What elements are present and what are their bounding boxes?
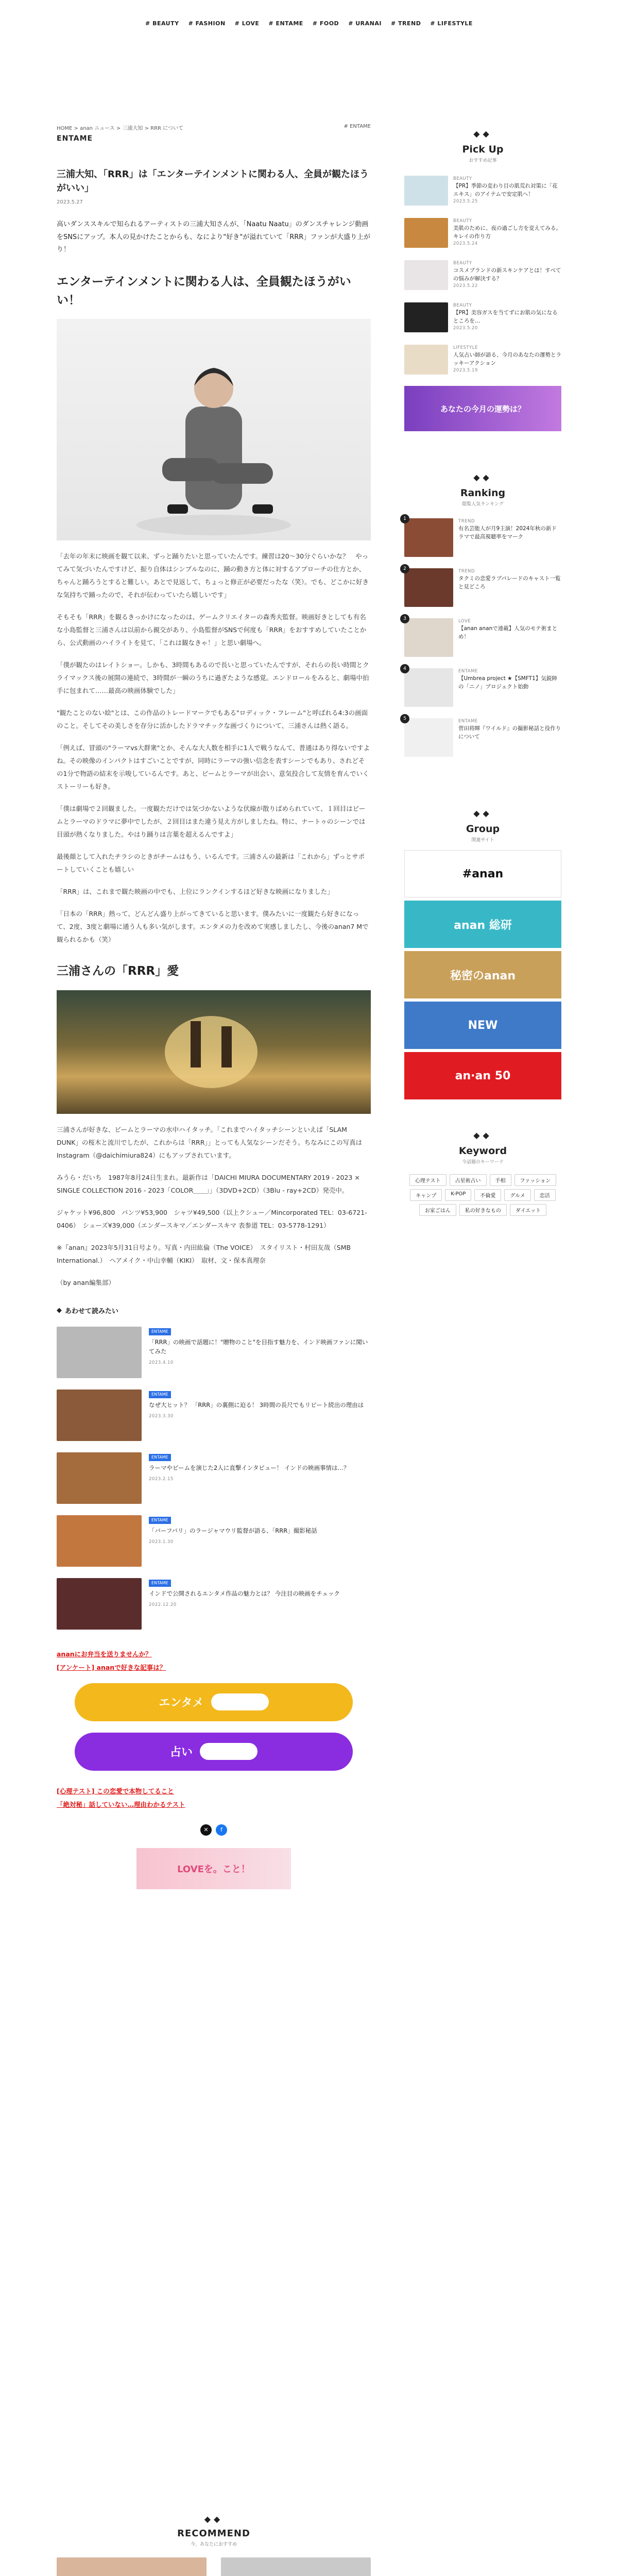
ranking-item[interactable] <box>404 718 561 757</box>
nav-link[interactable]: # FOOD <box>312 20 339 27</box>
double-diamond-icon: ◆◆ <box>204 2514 224 2524</box>
credit-paragraph: （by anan編集部） <box>57 1278 115 1286</box>
related-text <box>149 1452 350 1504</box>
diamond-icon: ◆ <box>57 1306 62 1314</box>
related-title: あわせて読みたい <box>65 1307 119 1315</box>
ranking-item[interactable] <box>404 568 561 607</box>
group-banner[interactable] <box>404 1002 561 1049</box>
pickup-tag: BEAUTY <box>453 176 472 181</box>
related-date: 2023.3.30 <box>149 1414 174 1419</box>
related-item[interactable] <box>57 1389 371 1441</box>
pickup-item[interactable] <box>404 302 561 332</box>
group-header <box>404 808 561 843</box>
category-badge: ENTAME <box>149 1580 171 1587</box>
ranking-tag: TREND <box>458 569 475 574</box>
pickup-tag: BEAUTY <box>453 303 472 308</box>
nav-link[interactable]: # LOVE <box>234 20 260 27</box>
pickup-text <box>453 218 561 248</box>
keyword-list <box>404 1174 561 1216</box>
keyword-tag[interactable]: 心理テスト <box>409 1174 447 1186</box>
ranking-sub: 閲覧人気ランキング <box>462 502 504 507</box>
keyword-tag[interactable]: ファッション <box>514 1174 557 1186</box>
ranking-item[interactable] <box>404 668 561 707</box>
recommend-section <box>57 2514 371 2576</box>
rrr-scene-photo <box>57 990 371 1114</box>
quiz-link[interactable]: [心理テスト] この恋愛で本物してること <box>57 1787 174 1795</box>
pickup-text <box>453 345 561 375</box>
x-share-icon[interactable]: ✕ <box>200 1824 212 1836</box>
pickup-thumbnail <box>404 302 448 332</box>
group-banner[interactable] <box>404 901 561 948</box>
keyword-tag[interactable]: グルメ <box>504 1189 530 1201</box>
related-title: ラーマやビームを演じた2人に直撃インタビュー！ インドの映画事情は…？ <box>149 1464 350 1472</box>
pickup-item[interactable] <box>404 345 561 375</box>
group-title: Group <box>466 823 500 835</box>
ranking-thumbnail <box>404 618 453 657</box>
ranking-title: Ranking <box>460 487 506 499</box>
pickup-header <box>404 129 561 163</box>
recommend-title: RECOMMEND <box>177 2528 250 2539</box>
pickup-tag: LIFESTYLE <box>453 345 478 350</box>
article-paragraph: 最後顔として入れたチラシのときがチームはもう、いるんです。三浦さんの最新は「これから」ずっとサポートしていくことも嬉しい <box>57 853 365 874</box>
pickup-date: 2023.5.22 <box>453 283 478 289</box>
related-date: 2023.4.10 <box>149 1360 174 1365</box>
promo-link[interactable]: [アンケート] ananで好きな記事は？ <box>57 1663 166 1671</box>
pickup-item[interactable] <box>404 260 561 290</box>
related-title: 「RRR」の映画で話題に！"贈物のこと"を目指す魅力を、インド映画ファンに聞いてみた <box>149 1338 368 1355</box>
breadcrumb <box>57 124 371 131</box>
ranking-text <box>458 618 561 657</box>
article-title: 三浦大知、「RRR」は「エンターテインメントに関わる人、全員が観たほうがいい」 <box>57 169 369 194</box>
recommend-card[interactable] <box>221 2557 371 2576</box>
promo-link[interactable]: ananにお弁当を送りませんか？ <box>57 1650 152 1658</box>
nav-link[interactable]: # URANAI <box>348 20 382 27</box>
keyword-tag[interactable]: お家ごはん <box>419 1204 456 1216</box>
ranking-tag: LOVE <box>458 619 471 624</box>
ranking-text <box>458 568 561 607</box>
rank-number: 3 <box>400 614 409 623</box>
facebook-share-icon[interactable]: f <box>216 1824 227 1836</box>
article-paragraph: 「僕は劇場で２回観ました。一度観ただけでは気づかないような伏線が散りばめられていて、１回目はビームとラーマのドラマに夢中でしたが、２回目はまた違う見え方がしましたね。特に、ナートゥのシーンでは目頭が熱くなりました。やはり踊りは言葉を超えるんですよ」 <box>57 805 366 839</box>
pickup-title: Pick Up <box>462 144 504 155</box>
nav-link[interactable]: # FASHION <box>188 20 226 27</box>
ranking-tag: TREND <box>458 519 475 524</box>
related-text <box>149 1389 364 1441</box>
recommend-image <box>221 2557 371 2576</box>
sidebar <box>404 93 561 1216</box>
crumb-category[interactable]: # ENTAME <box>344 124 371 129</box>
love-banner[interactable] <box>136 1848 291 1889</box>
related-title: 「バーフバリ」のラージャマウリ監督が語る、「RRR」撮影秘話 <box>149 1527 317 1535</box>
pickup-item[interactable] <box>404 176 561 206</box>
article-paragraph: そもそも「RRR」を観るきっかけになったのは、ゲームクリエイターの森秀夫監督。映画好きとしても有名な小島監督と三浦さんは以前から親交があり、小島監督がSNSで何度も「RRR」をおすすめしていたことから、公式動画のハイライトを見て、「これは観なきゃ！」と思い劇場へ。 <box>57 613 367 647</box>
article-main <box>57 93 371 1889</box>
article-lead: 高いダンススキルで知られるアーティストの三浦大知さんが、「Naatu Naatu」のダンスチャレンジ動画をSNSにアップ。本人の見かけたことからも、なにより"好き"が溢れていて「RRR」ファンが大盛り上がり！ <box>57 221 371 254</box>
section-heading: エンターテインメントに関わる人は、全員観たほうがいい！ <box>57 275 351 307</box>
related-thumbnail <box>57 1515 142 1567</box>
keyword-tag[interactable]: 私の好きなもの <box>459 1204 507 1216</box>
ranking-text <box>458 668 561 707</box>
keyword-tag[interactable]: ダイエット <box>510 1204 546 1216</box>
related-thumbnail <box>57 1452 142 1504</box>
ranking-title: 【Umbrea project ★【SMFT1】気鋭陣の「ニノ」プロジェクト始動 <box>458 675 557 690</box>
pickup-title: 人気占い師が語る、今月のあなたの運勢とラッキーアクション <box>453 351 561 366</box>
group-banner-label: an·an 50 <box>455 1069 511 1082</box>
keyword-tag[interactable]: 手相 <box>490 1174 511 1186</box>
pickup-thumbnail <box>404 345 448 375</box>
pickup-text <box>453 302 561 332</box>
ranking-thumbnail <box>404 718 453 757</box>
related-item[interactable] <box>57 1515 371 1567</box>
article-paragraph: 「RRR」は、これまで観た映画の中でも、上位にランクインするほど好きな映画になりました」 <box>57 888 334 896</box>
related-date: 2023.1.30 <box>149 1539 174 1545</box>
article-paragraph: 「去年の年末に映画を観て以来、ずっと踊りたいと思っていたんです。練習は20〜30分ぐらいかな？ やってみて気づいたんですけど、振り自体はシンプルなのに、踊の動き方と体に対するアプローチの仕方とか、ちゃんと踊ろうとすると難しい。あとで見返して、ちょっと修正が必要だったな（笑）。でも、どこかに好きな気持ちで踊ったので、それが伝わっていたら嬉しいです」 <box>57 552 369 599</box>
double-diamond-icon: ◆◆ <box>473 1130 492 1140</box>
nav-link[interactable]: # ENTAME <box>268 20 303 27</box>
related-title: インドで公開されるエンタメ作品の魅力とは？ 今注目の映画をチェック <box>149 1590 340 1598</box>
group-banner[interactable] <box>404 850 561 897</box>
pickup-title: 【PR】季節の変わり目の肌荒れ対策に「花エキス」のアイテムで安定肌へ！ <box>453 182 558 197</box>
credit-paragraph: ジャケット¥96,800 パンツ¥53,900 シャツ¥49,500（以上クシュー／Mincorporated TEL：03-6721-0406） シューズ¥39,000（エンダースキマ／エンダースキマ 表参道 TEL：03-5778-1291） <box>57 1208 367 1229</box>
love-banner-text: LOVEを。こと！ <box>177 1863 250 1875</box>
ranking-title: 【anan ananで連載】人気のモテ術まとめ！ <box>458 625 558 640</box>
pickup-item[interactable] <box>404 218 561 248</box>
pickup-date: 2023.5.20 <box>453 326 478 331</box>
related-thumbnail <box>57 1327 142 1378</box>
pickup-tag: BEAUTY <box>453 261 472 266</box>
related-date: 2023.2.15 <box>149 1477 174 1482</box>
ranking-thumbnail <box>404 668 453 707</box>
group-banner[interactable] <box>404 951 561 998</box>
related-item[interactable] <box>57 1578 371 1630</box>
rank-number: 4 <box>400 664 409 673</box>
fortune-banner-text: あなたの今月の運勢は？ <box>440 404 525 414</box>
double-diamond-icon: ◆◆ <box>473 129 492 139</box>
credit-paragraph: 三浦さんが好きな、ビームとラーマの水中ハイタッチ。「これまでハイタッチシーンといえば「SLAM DUNK」の桜木と流川でしたが、これからは「RRR」」とっても人気なシーンだそう。ちなみにこの写真はInstagram（@daichimiura824）にもアップされています。 <box>57 1125 363 1159</box>
entame-cta-label: エンタメ <box>159 1697 204 1710</box>
uranai-cta-label: 占い <box>169 1746 193 1759</box>
pickup-date: 2023.5.24 <box>453 241 478 247</box>
category-badge: ENTAME <box>149 1454 171 1461</box>
article-date: 2023.5.27 <box>57 199 83 205</box>
related-date: 2022.12.20 <box>149 1602 177 1608</box>
keyword-tag[interactable]: K-POP <box>445 1189 471 1201</box>
nav-link[interactable]: # LIFESTYLE <box>430 20 473 27</box>
keyword-sub: 今話題のキーワード <box>461 1160 504 1165</box>
credit-paragraph: ※『anan』2023年5月31日号より。写真・内田紘倫（The VOICE） スタイリスト・村田友哉（SMB International.） ヘアメイク・中山幸輔（KIKI） 取材、文・保本真理奈 <box>57 1243 351 1264</box>
related-title: なぜ大ヒット？ 「RRR」の裏側に迫る！ 3時間の長尺でもリピート続出の理由は <box>149 1401 364 1409</box>
uranai-cta-pill: の記事を読む <box>200 1743 258 1760</box>
uranai-cta-button[interactable] <box>75 1733 353 1771</box>
ranking-text <box>458 718 561 757</box>
related-item[interactable] <box>57 1327 371 1378</box>
category-badge: ENTAME <box>149 1328 171 1335</box>
recommend-image <box>57 2557 207 2576</box>
pickup-sub: おすすめ記事 <box>469 158 497 163</box>
recommend-card[interactable] <box>57 2557 207 2576</box>
pickup-date: 2023.5.19 <box>453 368 478 374</box>
pickup-thumbnail <box>404 218 448 248</box>
related-text <box>149 1327 371 1378</box>
entame-cta-pill: の記事を読む <box>211 1693 269 1710</box>
group-banner[interactable] <box>404 1052 561 1099</box>
portrait-photo <box>57 319 371 540</box>
keyword-tag[interactable]: 不倫愛 <box>474 1189 501 1201</box>
pickup-title: コスメブランドの新スキンケアとは！すべての悩みが解決する？ <box>453 267 561 282</box>
related-thumbnail <box>57 1578 142 1630</box>
credit-paragraph: みうら・だいち 1987年8月24日生まれ。最新作は「DAICHI MIURA DOCUMENTARY 2019 - 2023 × SINGLE COLLECTION 2016 - 2023「COLOR＿＿」」（3DVD+2CD）（3Blu - ray+2CD）発売中。 <box>57 1173 360 1194</box>
keyword-tag[interactable]: キャンプ <box>410 1189 442 1201</box>
double-diamond-icon: ◆◆ <box>473 808 492 818</box>
top-nav <box>0 0 618 46</box>
pickup-text <box>453 176 561 206</box>
entame-cta-button[interactable] <box>75 1683 353 1721</box>
group-banner-label: 秘密のanan <box>450 969 516 982</box>
rank-number: 2 <box>400 564 409 573</box>
ranking-item[interactable] <box>404 518 561 557</box>
group-banner-label: anan 総研 <box>454 919 512 932</box>
keyword-title: Keyword <box>458 1145 507 1157</box>
pickup-title: 美肌のために、夜の過ごし方を変えてみる。キレイの作り方 <box>453 225 561 240</box>
group-sub: 関連サイト <box>471 838 494 843</box>
related-item[interactable] <box>57 1452 371 1504</box>
ranking-item[interactable] <box>404 618 561 657</box>
rank-number: 5 <box>400 714 409 723</box>
share-buttons <box>57 1824 371 1836</box>
keyword-tag[interactable]: 恋活 <box>534 1189 556 1201</box>
category-badge: ENTAME <box>149 1391 171 1398</box>
pickup-date: 2023.5.25 <box>453 199 478 205</box>
pickup-tag: BEAUTY <box>453 218 472 224</box>
article-category[interactable]: ENTAME <box>57 134 93 143</box>
ranking-title: 有名芸能人が月9主演！2024年秋の新ドラマで最高視聴率をマーク <box>458 525 557 540</box>
ranking-tag: ENTAME <box>458 719 478 724</box>
pickup-thumbnail <box>404 260 448 290</box>
ranking-header <box>404 472 561 507</box>
article-paragraph: 「日本の「RRR」熱って、どんどん盛り上がってきていると思います。僕みたいに一度観たら好きになって、2度、3度と劇場に通う人も多い気がします。エンタメの力を改めて実感しましたし、今後のanan7 Mで観られるかも（笑） <box>57 910 369 944</box>
article-paragraph: 「例えば、冒頭の"ラーマvs大群衆"とか、そんな大人数を相手に1人で戦うなんて、普通はあり得ないですよね。その映像のインパクトはすごいことですが、同時にラーマの強い信念を表すシーンでもあり、されどその1分で物語の結末を示唆しているんです。あと、ビームとラーマが出会い、意気投合して友情を育んでいくストーリーも好き。 <box>57 744 370 791</box>
nav-link[interactable]: # BEAUTY <box>145 20 179 27</box>
related-text <box>149 1578 340 1630</box>
recommend-sub: 今、あなたにおすすめ <box>190 2542 237 2547</box>
group-banner-label: NEW <box>468 1019 498 1032</box>
ranking-text <box>458 518 561 557</box>
related-thumbnail <box>57 1389 142 1441</box>
article-paragraph: "観たことのない絵"とは、この作品のトレードマークでもある"ロディック・フレーム"と呼ばれる4:3の画面のこと。そしてその美しさを存分に活かしたドラマチックな画づくりについて、三浦さんは熱く語る。 <box>57 709 368 730</box>
article-paragraph: 「僕が観たのはレイトショー。しかも、3時間もあるので長いと思っていたんですが、それらの長い時間とクライマックス後の展開の連続で、3時間が一瞬のうちに過ぎたような感覚。エンドロールをみると、劇場中拍手に包まれて……最高の映画体験でした」 <box>57 661 369 695</box>
ranking-title: 菅田将暉『ワイルド』の撮影秘話と役作りについて <box>458 725 561 740</box>
ranking-thumbnail <box>404 518 453 557</box>
group-banner-label: #anan <box>462 867 504 880</box>
section-heading-2: 三浦さんの「RRR」愛 <box>57 964 179 978</box>
quiz-link[interactable]: 「絶対秘」話していない…理由わかるテスト <box>57 1800 185 1808</box>
category-badge: ENTAME <box>149 1517 171 1524</box>
pickup-thumbnail <box>404 176 448 206</box>
breadcrumb-path[interactable]: HOME > anan ニュース > 三浦大知 > RRR について <box>57 126 183 131</box>
ranking-tag: ENTAME <box>458 669 478 674</box>
pickup-text <box>453 260 561 290</box>
keyword-header <box>404 1130 561 1165</box>
rank-number: 1 <box>400 514 409 523</box>
keyword-tag[interactable]: 占星術占い <box>450 1174 487 1186</box>
double-diamond-icon: ◆◆ <box>473 472 492 482</box>
related-header <box>57 1306 371 1315</box>
pickup-title: 【PR】美容ガスを当てずにお肌の気になるところを… <box>453 309 558 324</box>
ranking-thumbnail <box>404 568 453 607</box>
nav-link[interactable]: # TREND <box>390 20 421 27</box>
related-text <box>149 1515 317 1567</box>
ranking-title: タクミの恋愛ラブパレードのキャスト一覧と見どころ <box>458 575 561 590</box>
fortune-banner[interactable] <box>404 386 561 431</box>
